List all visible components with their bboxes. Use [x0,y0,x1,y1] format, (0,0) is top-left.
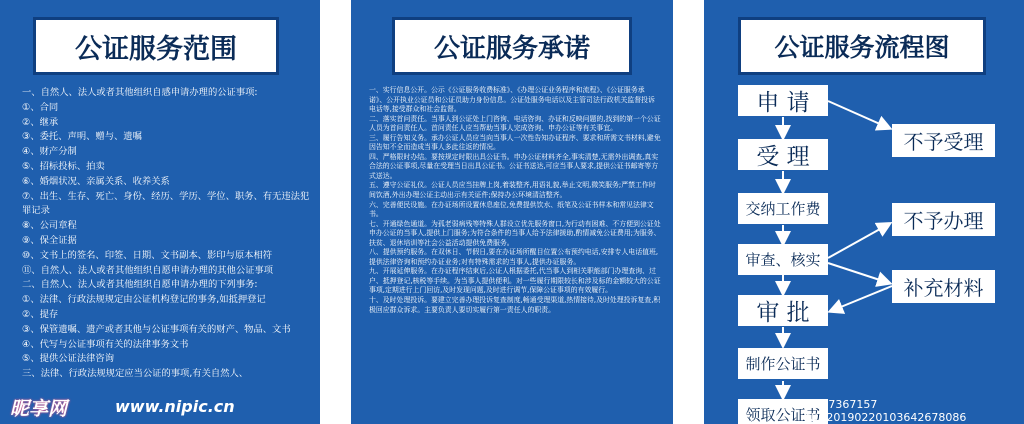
process-title: 公证服务流程图 [738,17,986,75]
scope-item: ②、提存 [22,308,59,320]
scope-item: ⑦、出生、生存、死亡、身份、经历、学历、学位、职务、有无违法犯罪记录 [22,190,310,217]
flow-arrow [828,263,889,283]
flow-step-apply: 申 请 [738,85,828,116]
scope-item: ②、继承 [22,116,59,128]
flow-step-make-certificate: 制作公证书 [738,348,828,379]
commitment-paragraph: 二、落实首问责任。当事人到公证处上门咨询、电话咨询、办证和反映问题的,找到的第一个公证人员为首问责任人。首问责任人应当帮助当事人完成咨询、申办公证等有关事宜。 [369,114,661,133]
scope-list [22,86,312,382]
commitment-paragraph: 五、遵守公证礼仪。公证人员应当挂牌上岗,着装整齐,用语礼貌,举止文明,微笑服务;严禁工作时间饮酒,外出办理公证主动出示有关证件;保持办公环境清洁整齐。 [369,181,656,200]
outcome-reject-acceptance: 不予受理 [892,124,995,157]
scope-item: ③、保管遗嘱、遗产或者其他与公证事项有关的财产、物品、文书 [22,323,291,335]
scope-item: ①、法律、行政法规规定由公证机构登记的事务,如抵押登记 [22,294,266,306]
scope-item: 三、法律、行政法规规定应当公证的事项,有关自然人、 [22,368,249,380]
scope-item: ④、代写与公证事项有关的法律事务文书 [22,338,189,350]
scope-item: ⑩、文书上的签名、印签、日期、文书副本、影印与原本相符 [22,249,273,261]
flow-arrow [831,286,892,311]
commitment-paragraph: 四、严格限时办结。要按规定时限出具公证书。申办公证材料齐全,事实清楚,无需外出调查,真实合法的公证事项,尽量在受理当日出具公证书。公证书送达,可应当事人要求,提供公证书邮寄等方式送达。 [369,152,659,180]
scope-title: 公证服务范围 [33,17,279,75]
scope-item: ⑥、婚烟状况、亲属关系、收养关系 [22,175,170,187]
watermark-brand: 昵享网 [10,398,68,420]
commitment-paragraph: 七、开通绿色通道。为孤老弱病残等特殊人群设立优先服务窗口,为行动有困难、不方便到公证处申办公证的当事人,提供上门服务;为符合条件的当事人给予法律援助,酌情减免公证费用;为服务、扶贫、退休培训等社会公益活动提供免费服务。 [369,219,661,247]
commitment-paragraph: 十、及时处理投诉。要建立完善办理投诉复查制度,畅通受理渠道,热情接待,及时处理投诉复查,积极回应群众诉求。主要负责人要切实履行第一责任人的职责。 [369,296,661,314]
scope-item: ①、合同 [22,101,59,113]
commitment-title: 公证服务承诺 [392,17,632,75]
service-scope-panel [0,0,320,424]
scope-item: ⑤、招标投标、拍卖 [22,160,105,172]
scope-item: ⑪、自然人、法人或者其他组织自愿申请办理的其他公证事项 [22,264,274,276]
flow-step-collect-certificate: 领取公证书 [738,399,828,424]
commitment-paragraph: 一、实行信息公开。公示《公证服务收费标准》、《办理公证业务程序和流程》、《公证服务承诺》、公开执业公证员和公证员助力身份信息。公证处服务电话以及主管司法行政机关监督投诉电话等,接受群众和社会监督。 [369,86,655,114]
outcome-supplement-materials: 补充材料 [892,270,995,303]
commitment-text [369,86,661,315]
flow-arrow [828,224,889,258]
commitment-paragraph: 八、提供预约服务。在双休日、节假日,要在办证场所醒目位置公布预约电话,安排专人电话值班,提供法律咨询和预约办证业务;对有特殊需求的当事人,提供办证服务。 [369,248,659,266]
outcome-reject-processing: 不予办理 [892,203,995,236]
flow-step-approve: 审 批 [738,295,828,326]
scope-item: ⑨、保全证据 [22,234,77,246]
scope-item: ⑧、公司章程 [22,220,77,232]
service-commitment-panel [351,0,673,424]
flow-step-pay-fee: 交纳工作费 [738,193,828,224]
flow-step-accept: 受 理 [738,139,828,170]
flow-arrow [828,101,889,128]
scope-item: ④、财产分制 [22,146,77,158]
scope-item: ⑤、提供公证法律咨询 [22,353,115,365]
watermark-site: www.nipic.cn [115,397,235,416]
service-process-panel [704,0,1024,424]
flow-step-review: 审查、核实 [738,244,828,275]
scope-item: 二、自然人、法人或者其他组织自愿申请办理的下列事务: [22,279,258,291]
scope-item: 一、自然人、法人或者其他组织自感申请办理的公证事项: [22,87,258,98]
commitment-paragraph: 三、履行告知义务。承办公证人员应当向当事人一次性告知办证程序、要求和所需文书材料,避免因告知不全而造成当事人多此往返的情况。 [369,133,661,152]
watermark-id: ID:27367157 NO:20190220103642678086 [806,398,967,424]
commitment-paragraph: 九、开展延伸服务。在办证程序结束后,公证人根据委托,代当事人到相关职能部门办理查询、过户、抵押登记,核税等手续。为当事人提供便利。对一些履行期限较长和涉及标的金额较大的公证事项,定期进行上门回访,及时发现问题,及时进行调节,保障公证事项的有效履行。 [369,267,661,295]
commitment-paragraph: 六、完善便民设施。在办证场所设置休息座位,免费提供饮水、纸笔及公证书样本和常见法律文书。 [369,200,654,219]
scope-item: ③、委托、声明、赠与、遗嘱 [22,131,142,143]
